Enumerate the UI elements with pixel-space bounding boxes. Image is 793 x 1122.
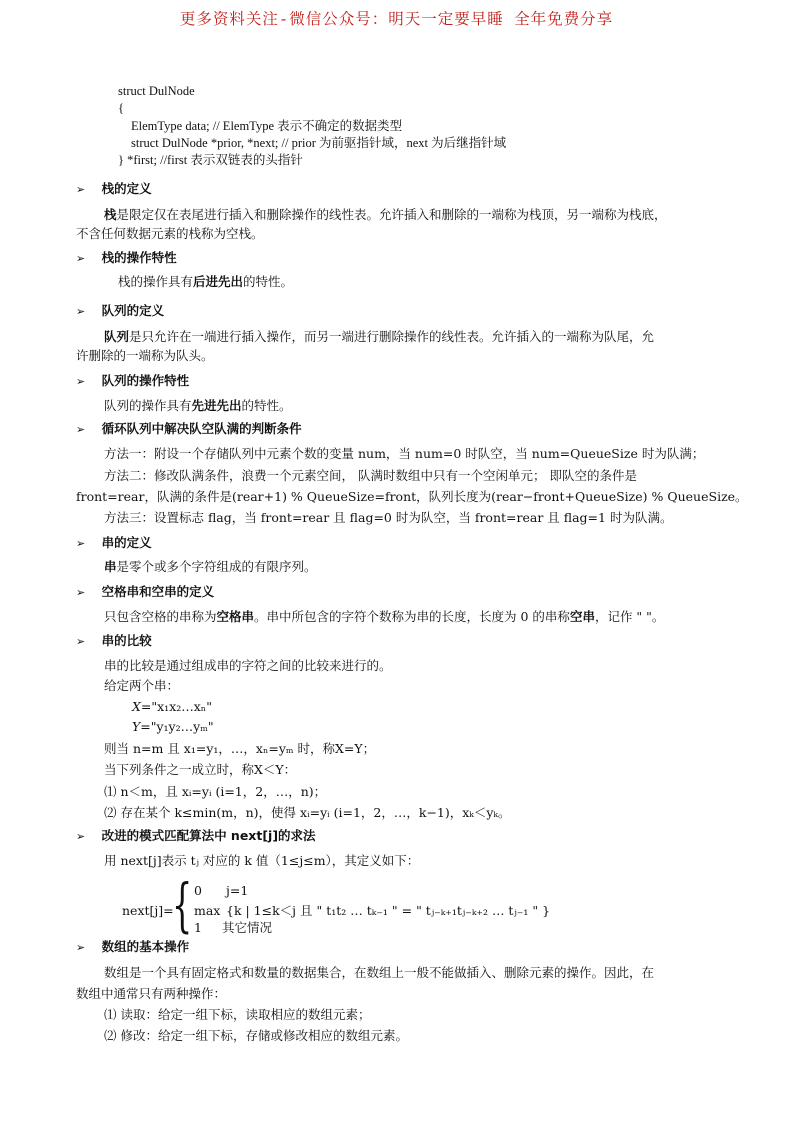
formula-lhs: next[j]= [122, 903, 174, 918]
section-heading-stack-def: ➢ 栈的定义 [76, 181, 152, 196]
arrow-bullet-icon: ➢ [76, 830, 86, 843]
paragraph: 给定两个串： [104, 678, 180, 693]
case-value: 0 [194, 883, 202, 898]
paragraph: 当下列条件之一成立时，称X＜Y： [104, 762, 297, 777]
formula-x: X="x₁x₂…xₙ" [132, 699, 212, 714]
paragraph: 栈是限定仅在表尾进行插入和删除操作的线性表。允许插入和删除的一端称为栈顶，另一端称为栈底， [104, 207, 667, 222]
arrow-bullet-icon: ➢ [76, 586, 86, 599]
list-item: ⑵ 修改：给定一组下标，存储或修改相应的数组元素。 [104, 1028, 408, 1043]
arrow-bullet-icon: ➢ [76, 635, 86, 648]
code-line: struct DulNode *prior, *next; // prior 为前驱指针域，next 为后继指针域 [131, 136, 507, 150]
section-heading-space-string: ➢ 空格串和空串的定义 [76, 584, 215, 599]
paragraph: 只包含空格的串称为空格串。串中所包含的字符个数称为串的长度，长度为 0 的串称空串，记作 " "。 [104, 609, 665, 624]
paragraph: 栈的操作具有后进先出的特性。 [118, 274, 294, 289]
paragraph: 串是零个或多个字符组成的有限序列。 [104, 559, 317, 574]
code-line: struct DulNode [118, 84, 195, 98]
paragraph: 数组中通常只有两种操作： [76, 986, 227, 1001]
paragraph: 许删除的一端称为队头。 [76, 348, 214, 363]
section-heading-queue-def: ➢ 队列的定义 [76, 303, 165, 318]
section-heading-queue-prop: ➢ 队列的操作特性 [76, 373, 190, 388]
list-item: ⑴ 读取：给定一组下标，读取相应的数组元素； [104, 1007, 371, 1022]
paragraph: 方法三：设置标志 flag，当 front=rear 且 flag=0 时为队空，当 front=rear 且 flag=1 时为队满。 [104, 510, 673, 525]
paragraph: 不含任何数据元素的栈称为空栈。 [76, 226, 264, 241]
case-value: max [194, 903, 221, 918]
list-item: ⑵ 存在某个 k≤min(m，n)，使得 xᵢ=yᵢ (i=1，2，…，k−1)，xₖ＜yₖ。 [104, 805, 511, 820]
case-condition: {k | 1≤k＜j 且 " t₁t₂ … tₖ₋₁ " = " tⱼ₋ₖ₊₁tⱼ₋ₖ₊₂ … tⱼ₋₁ " } [226, 903, 551, 918]
paragraph: front=rear，队满的条件是(rear+1) % QueueSize=front，队列长度为(rear−front+QueueSize) % QueueSize。 [76, 489, 748, 504]
paragraph: 则当 n=m 且 x₁=y₁，…，xₙ=yₘ 时，称X=Y； [104, 741, 376, 756]
case-condition: j=1 [226, 883, 249, 898]
arrow-bullet-icon: ➢ [76, 423, 86, 436]
paragraph: 数组是一个具有固定格式和数量的数据集合，在数组上一般不能做插入、删除元素的操作。因此，在 [104, 965, 655, 980]
section-heading-circular-queue: ➢ 循环队列中解决队空队满的判断条件 [76, 421, 302, 436]
arrow-bullet-icon: ➢ [76, 941, 86, 954]
arrow-bullet-icon: ➢ [76, 537, 86, 550]
section-heading-string-def: ➢ 串的定义 [76, 535, 152, 550]
section-heading-stack-prop: ➢ 栈的操作特性 [76, 250, 177, 265]
section-heading-array-ops: ➢ 数组的基本操作 [76, 939, 190, 954]
arrow-bullet-icon: ➢ [76, 183, 86, 196]
case-condition: 其它情况 [222, 920, 273, 935]
paragraph: 方法二：修改队满条件，浪费一个元素空间， 队满时数组中只有一个空闲单元； 即队空的条件是 [104, 468, 637, 483]
code-line: { [118, 101, 124, 115]
left-brace: { [172, 871, 193, 939]
paragraph: 队列的操作具有先进先出的特性。 [104, 398, 292, 413]
code-line: } *first; //first 表示双链表的头指针 [118, 153, 303, 167]
arrow-bullet-icon: ➢ [76, 375, 86, 388]
promo-banner: 更多资料关注-微信公众号：明天一定要早睡 全年免费分享 [179, 10, 614, 28]
section-heading-kmp-next: ➢ 改进的模式匹配算法中 next[j]的求法 [76, 828, 316, 843]
code-line: ElemType data; // ElemType 表示不确定的数据类型 [131, 119, 403, 133]
list-item: ⑴ n＜m，且 xᵢ=yᵢ (i=1，2，…，n)； [104, 784, 327, 799]
paragraph: 队列是只允许在一端进行插入操作，而另一端进行删除操作的线性表。允许插入的一端称为队尾，允 [104, 329, 655, 344]
section-heading-string-compare: ➢ 串的比较 [76, 633, 152, 648]
paragraph: 方法一：附设一个存储队列中元素个数的变量 num，当 num=0 时队空，当 num=QueueSize 时为队满； [104, 446, 705, 461]
formula-y: Y="y₁y₂…yₘ" [132, 719, 214, 734]
case-value: 1 [194, 920, 202, 935]
arrow-bullet-icon: ➢ [76, 305, 86, 318]
paragraph: 用 next[j]表示 tⱼ 对应的 k 值（1≤j≤m），其定义如下： [104, 853, 420, 868]
arrow-bullet-icon: ➢ [76, 252, 86, 265]
paragraph: 串的比较是通过组成串的字符之间的比较来进行的。 [104, 658, 392, 673]
